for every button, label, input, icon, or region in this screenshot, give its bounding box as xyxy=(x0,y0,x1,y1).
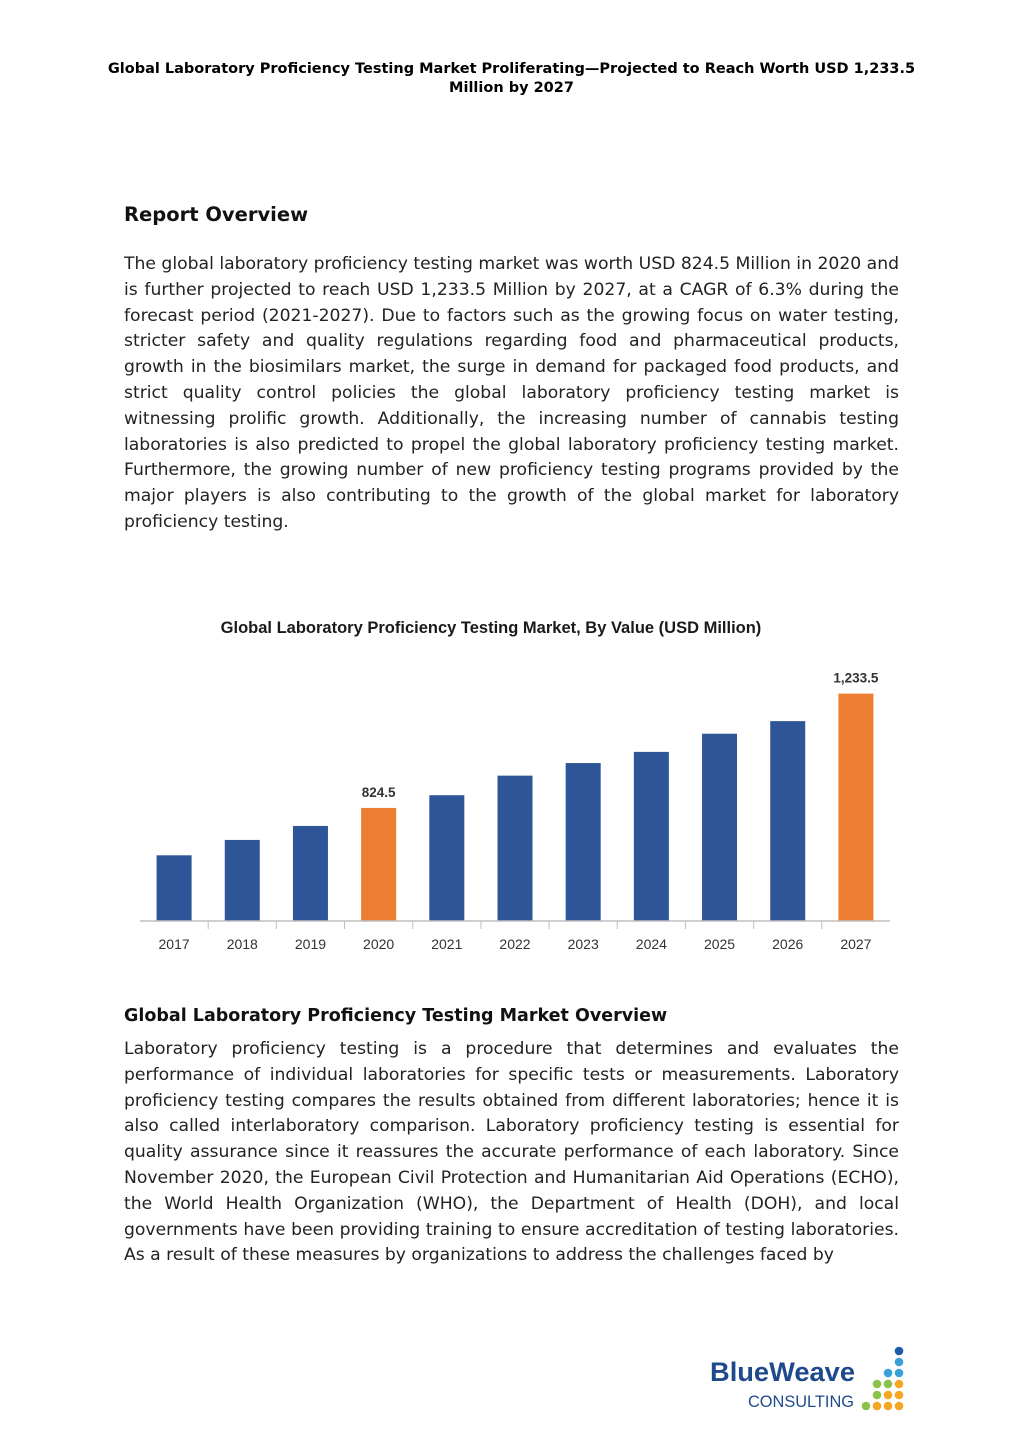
x-tick-label: 2017 xyxy=(158,936,190,952)
logo-dot xyxy=(862,1402,871,1411)
market-overview-paragraph: Laboratory proficiency testing is a procedure that determines and evaluates the performance of individual laboratories for specific tests or measurements. Laboratory proficiency testing compares the results obtained from different laboratories; hence it is also called interlaboratory comparison. Laboratory proficiency testing is essential for quality assurance since it reassures the accurate performance of each laboratory. Since November 2020, the European Civil Protection and Humanitarian Aid Operations (ECHO), the World Health Organization (WHO), the Department of Health (DOH), and local governments have been providing training to ensure accreditation of testing laboratories. As a result of these measures by organizations to address the challenges faced by xyxy=(124,1039,899,1266)
bar-2019 xyxy=(293,826,328,921)
report-overview-paragraph: The global laboratory proficiency testing market was worth USD 824.5 Million in 2020 and is further projected to reach USD 1,233.5 Million by 2027, at a CAGR of 6.3% during the forecast period (2021-2027). Due to factors such as the growing focus on water testing, stricter safety and quality regulations regarding food and pharmaceutical products, growth in the biosimilars market, the surge in demand for packaged food products, and strict quality control policies the global laboratory proficiency testing market is witnessing prolific growth. Additionally, the increasing number of cannabis testing laboratories is also predicted to propel the global laboratory proficiency testing market. Furthermore, the growing number of new proficiency testing programs provided by the major players is also contributing to the growth of the global market for laboratory proficiency testing. xyxy=(124,254,899,532)
bar-2022 xyxy=(498,776,533,921)
data-label-2027: 1,233.5 xyxy=(833,670,879,686)
logo-dot xyxy=(884,1369,893,1378)
logo-name-line1: BlueWeave xyxy=(710,1357,855,1387)
x-tick-label: 2021 xyxy=(431,936,463,952)
page-header-title: Global Laboratory Proficiency Testing Market Proliferating—Projected to Reach Worth USD 1,233.5 Million by 2027 xyxy=(107,61,916,96)
bar-group xyxy=(157,694,874,921)
x-tick-label: 2025 xyxy=(703,936,736,952)
logo-dot xyxy=(895,1391,904,1400)
logo-dot xyxy=(873,1391,882,1400)
logo-dot xyxy=(873,1380,882,1389)
chart-title: Global Laboratory Proficiency Testing Market, By Value (USD Million) xyxy=(220,619,762,637)
bar-2023 xyxy=(566,763,601,921)
logo-dot xyxy=(884,1402,893,1411)
logo-dot xyxy=(895,1369,904,1378)
bar-2017 xyxy=(157,855,192,921)
logo-dots-icon xyxy=(862,1347,904,1411)
x-tick-label: 2026 xyxy=(772,936,804,952)
section-heading-report-overview: Report Overview xyxy=(124,203,309,226)
x-tick-label: 2019 xyxy=(294,936,327,952)
blueweave-logo xyxy=(704,1343,914,1415)
logo-dot xyxy=(895,1402,904,1411)
data-label-2020: 824.5 xyxy=(361,784,396,800)
logo-dot xyxy=(895,1380,904,1389)
bar-2025 xyxy=(702,734,737,921)
logo-svg xyxy=(704,1343,914,1415)
logo-dot xyxy=(895,1347,904,1356)
x-tick-label: 2022 xyxy=(499,936,531,952)
x-tick-label: 2023 xyxy=(567,936,599,952)
x-tick-labels xyxy=(159,921,872,952)
x-tick-label: 2027 xyxy=(840,936,872,952)
x-tick-label: 2024 xyxy=(635,936,667,952)
logo-dot xyxy=(873,1402,882,1411)
market-value-chart xyxy=(130,605,900,965)
bar-chart-svg xyxy=(130,605,900,965)
section-heading-market-overview: Global Laboratory Proficiency Testing Market Overview xyxy=(124,1006,668,1026)
bar-2026 xyxy=(770,721,805,921)
logo-dot xyxy=(884,1391,893,1400)
bar-2020 xyxy=(361,808,396,921)
logo-dot xyxy=(884,1380,893,1389)
bar-2018 xyxy=(225,840,260,921)
logo-name-line2: CONSULTING xyxy=(748,1392,854,1411)
bar-2027 xyxy=(838,694,873,921)
logo-dot xyxy=(895,1358,904,1367)
x-tick-label: 2018 xyxy=(226,936,258,952)
bar-2024 xyxy=(634,752,669,921)
x-tick-label: 2020 xyxy=(363,936,395,952)
bar-2021 xyxy=(429,795,464,921)
